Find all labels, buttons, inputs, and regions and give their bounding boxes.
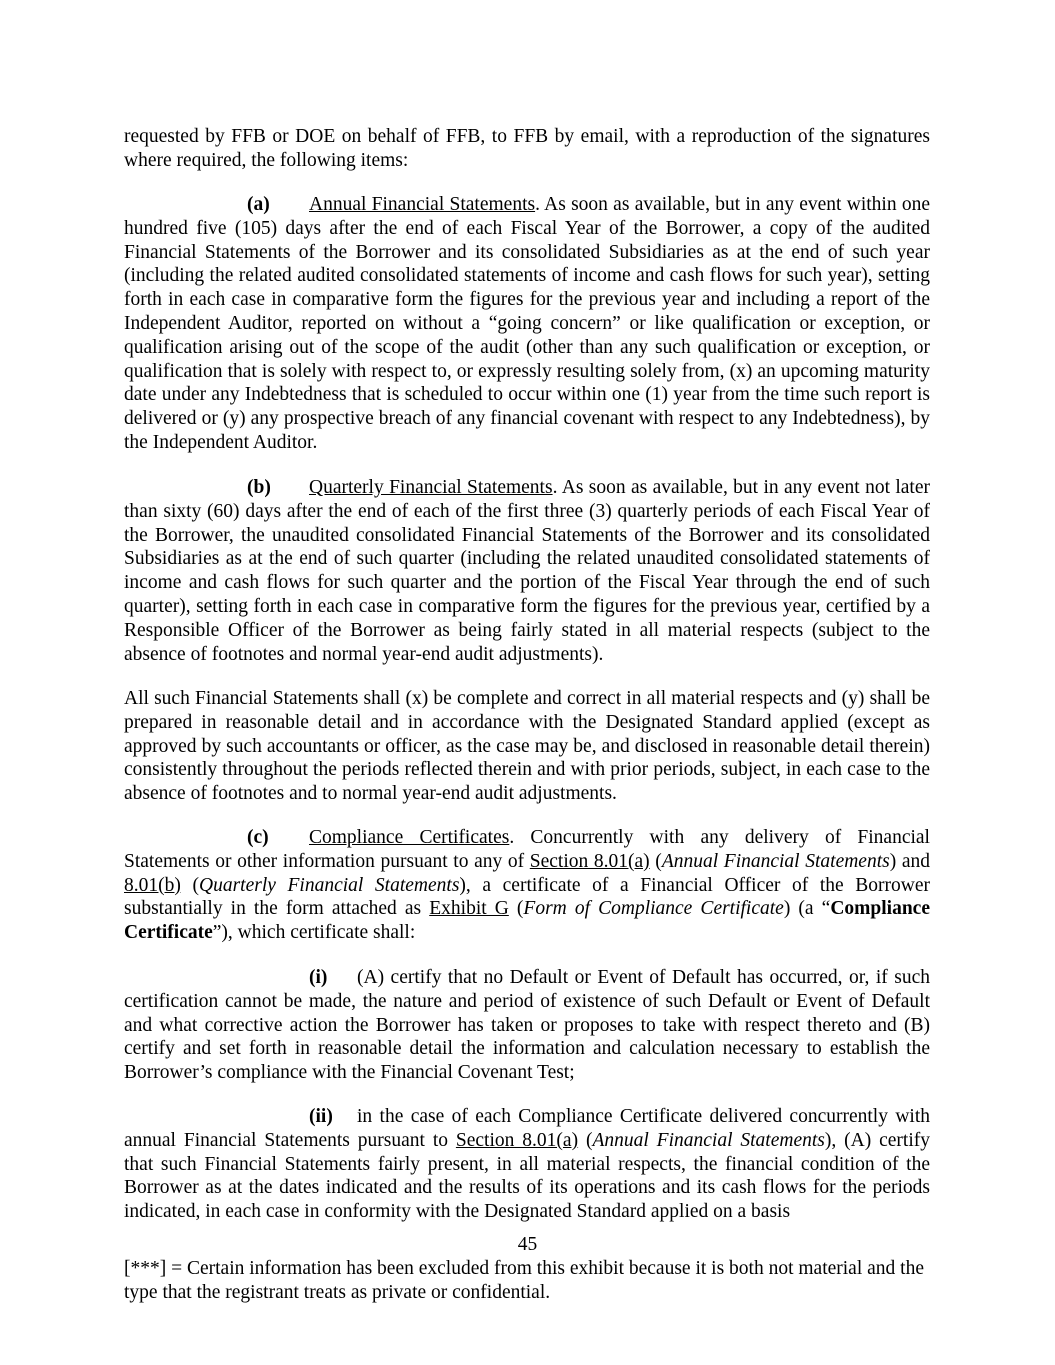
paragraph-b-body: . As soon as available, but in any event not later than sixty (60) days after the end of each of the first three (3) quarterly periods of each Fiscal Year of the Borrower, the unaudited consolidated Financial Statements of the Borrower and its consolidated Subsidiaries as at the end of such quarter (including the related unaudited consolidated statements of income and cash flows for such quarter and the portion of the Fiscal Year through the end of such quarter), setting forth in each case in comparative form the figures for the previous year, certified by a Responsible Officer of the Borrower as being fairly stated in all material respects (subject to the absence of footnotes and normal year-end audit adjustments). (124, 477, 930, 665)
paragraph-c-ii (124, 1105, 930, 1224)
paragraph-c-ii-text: ), (A) certify that such Financial Statements fairly present, in all material respects, the financial condition of the Borrower as at the dates indicated and the results of its operations and its cash flows for the periods indicated, in each case in conformity with the Designated Standard applied on a basis (124, 1129, 930, 1223)
paragraph-b (124, 476, 930, 666)
defined-term: Compliance Certificate (124, 898, 930, 944)
intro-text: requested by FFB or DOE on behalf of FFB, to FFB by email, with a reproduction of the signatures where required, the following items: (124, 126, 930, 171)
paragraph-c-text: ), a certificate of a Financial Officer of the Borrower substantially in the form attached as (124, 874, 930, 920)
exhibit-reference: Exhibit G (429, 898, 509, 920)
paragraph-b-title: Quarterly Financial Statements (309, 477, 553, 498)
paragraph-c-ii-number: (ii) (309, 1106, 333, 1127)
page-number: 45 (517, 1234, 538, 1255)
paragraph-c-text: ”), which certificate shall: (212, 922, 416, 944)
paragraph-a-number: (a) (247, 194, 270, 215)
paragraph-c-text: ( (180, 874, 199, 896)
paragraph-c-i-number: (i) (309, 967, 328, 988)
intro-paragraph (124, 125, 930, 173)
reference-caption: Form of Compliance Certificate (523, 898, 784, 920)
paragraph-c-text: ) and (889, 850, 931, 872)
paragraph-c-ii-text: in the case of each Compliance Certificate delivered concurrently with annual Financial Statements pursuant to (124, 1106, 930, 1151)
paragraph-c-number: (c) (247, 827, 269, 848)
section-reference: Section 8.01(a) (455, 1129, 579, 1151)
confidentiality-footnote: [***] = Certain information has been excluded from this exhibit because it is both not material and the type that the registrant treats as private or confidential. (124, 1258, 924, 1303)
paragraph-c-i-text: (A) certify that no Default or Event of Default has occurred, or, if such certification cannot be made, the nature and period of existence of such Default or Event of Default and what corrective action the Borrower has taken or proposes to take with respect thereto and (B) certify and set forth in reasonable detail the information and calculation necessary to establish the Borrower’s compliance with the Financial Covenant Test; (124, 967, 930, 1084)
financial-statements-text: All such Financial Statements shall (x) be complete and correct in all material respects and (y) shall be prepared in reasonable detail and in accordance with the Designated Standard applied (except as approved by such accountants or officer, as the case may be, and disclosed in reasonable detail therein) consistently throughout the periods reflected therein and with prior periods, subject, in each case to the absence of footnotes and to normal year-end audit adjustments. (124, 688, 930, 805)
paragraph-c-text: ( (508, 898, 524, 920)
paragraph-b-number: (b) (247, 477, 271, 498)
paragraph-c-ii-text: ( (578, 1129, 593, 1151)
paragraph-c-text: ) (a “ (783, 898, 831, 920)
reference-caption: Annual Financial Statements (592, 1129, 825, 1151)
section-reference: 8.01(b) (124, 874, 181, 896)
paragraph-c (124, 826, 930, 945)
paragraph-a-body: . As soon as available, but in any event within one hundred five (105) days after the end of each Fiscal Year of the Borrower, a copy of the audited Financial Statements of the Borrower and its consolidated Subsidiaries as at the end of such year (including the related audited consolidated statements of income and cash flows for such year), setting forth in each case in comparative form the figures for the previous year and including a report of the Independent Auditor, reported on without a “going concern” or like qualification or exception, or qualification arising out of the scope of the audit (other than any such qualification or exception, or qualification that is solely with respect to, or expressly resulting solely from, (x) an upcoming maturity date under any Indebtedness that is scheduled to occur within one (1) year from the time such report is delivered or (y) any prospective breach of any financial covenant with respect to any Indebtedness), by the Independent Auditor. (124, 194, 930, 453)
financial-statements-paragraph (124, 687, 930, 806)
reference-caption: Quarterly Financial Statements (198, 874, 460, 896)
section-reference: Section 8.01(a) (529, 850, 650, 872)
paragraph-c-title: Compliance Certificates (309, 827, 510, 848)
paragraph-a-title: Annual Financial Statements (309, 194, 536, 215)
paragraph-c-i (124, 966, 930, 1085)
reference-caption: Annual Financial Statements (661, 850, 890, 872)
paragraph-a (124, 193, 930, 455)
paragraph-c-text: ( (649, 850, 662, 872)
paragraph-c-text: . Concurrently with any delivery of Financial Statements or other information pursuant to any of (124, 827, 930, 872)
